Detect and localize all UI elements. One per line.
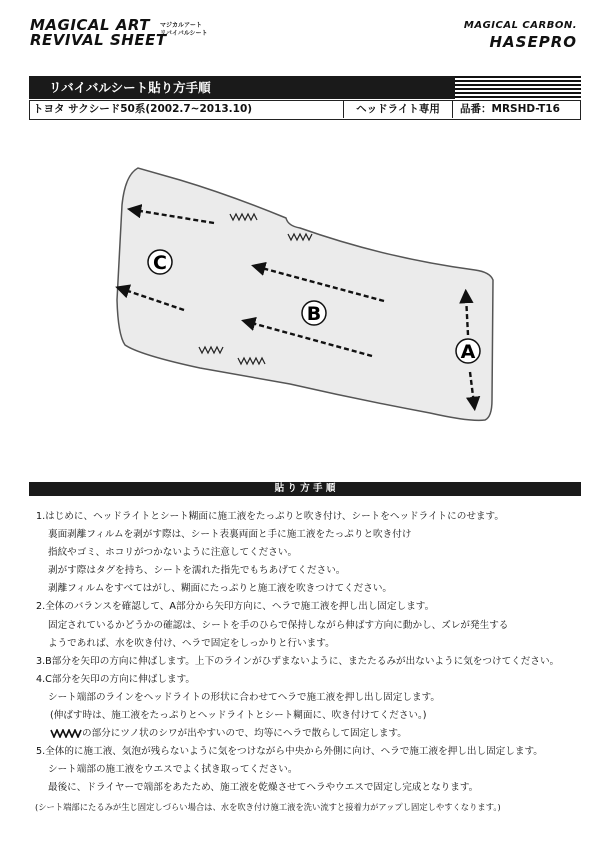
vehicle-model: トヨタ サクシード50系(2002.7~2013.10) — [33, 103, 253, 115]
step-4-line-4 — [36, 725, 596, 743]
brand-left-sub2: リバイバルシート — [160, 30, 208, 37]
steps-title: 貼 り 方 手 順 — [29, 482, 581, 496]
usage-label: ヘッドライト専用 — [343, 101, 453, 118]
step-1-line-5: 剥離フィルムをすべてはがし、糊面にたっぷりと施工液を吹きつけてください。 — [48, 583, 393, 595]
label-c: C — [153, 252, 167, 274]
step-1-line-2: 裏面剥離フィルムを剥がす際は、シート表裏両面と手に施工液をたっぷりと吹き付け — [48, 529, 412, 541]
sheet-outline — [117, 168, 493, 420]
step-1-line-4: 剥がす際はタグを持ち、シートを濡れた指先でもちあげてください。 — [48, 565, 346, 577]
brand-right-line2: HASEPRO — [489, 33, 577, 51]
wrinkle-symbol-icon — [50, 729, 82, 738]
step-2-line-3: ようであれば、水を吹き付け、ヘラで固定をしっかりと行います。 — [48, 637, 335, 649]
step-4-line-3: (伸ばす時は、施工液をたっぷりとヘッドライトとシート糊面に、吹き付けてください。) — [50, 710, 427, 722]
step-4-line-1: 4.C部分を矢印の方向に伸ばします。 — [36, 673, 195, 685]
step-2-line-1: 2.全体のバランスを確認して、A部分から矢印方向に、ヘラで施工液を押し出し固定します。 — [36, 601, 435, 613]
step-5-line-2: シート端部の施工液をウエスでよく拭き取ってください。 — [48, 764, 298, 776]
label-b: B — [306, 303, 322, 325]
step-3-line-1: 3.B部分を矢印の方向に伸ばします。上下のラインがひずまないように、またたるみが出ないように気をつけてください。 — [36, 655, 560, 667]
step-4-line-2: シート端部のラインをヘッドライトの形状に合わせてヘラで施工液を押し出し固定します。 — [48, 691, 440, 703]
step-4-line-4-text: の部分にツノ状のシワが出やすいので、均等にヘラで散らして固定します。 — [82, 728, 407, 740]
brand-left-line2: REVIVAL SHEET — [30, 31, 167, 49]
step-5-line-1: 5.全体的に施工液、気泡が残らないように気をつけながら中央から外側に向け、ヘラで施工液を押し出し固定します。 — [36, 746, 543, 758]
step-1-line-1: 1.はじめに、ヘッドライトとシート糊面に施工液をたっぷりと吹き付け、シートをヘッドライトにのせます。 — [36, 511, 504, 522]
brand-left-sub1: マジカルアート — [160, 22, 202, 29]
brand-right-line1: MAGICAL CARBON. — [463, 20, 577, 31]
step-5-line-3: 最後に、ドライヤーで端部をあたため、施工液を乾燥させてヘラやウエスで固定し完成となります。 — [48, 782, 479, 794]
page-title: リバイバルシート貼り方手順 — [29, 76, 455, 99]
step-2-line-2: 固定されているかどうかの確認は、シートを手のひらで保持しながら伸ばす方向に動かし、ズレが発生する — [48, 619, 509, 631]
label-a-circle — [456, 339, 480, 363]
label-b-circle — [302, 301, 326, 325]
label-a: A — [460, 341, 476, 363]
brand-left-line1: MAGICAL ART — [30, 16, 151, 34]
part-number: 品番：MRSHD-T16 — [460, 103, 560, 115]
label-c-circle — [148, 250, 172, 274]
steps-list — [36, 508, 596, 816]
step-1-line-3: 指紋やゴミ、ホコリがつかないように注意してください。 — [48, 547, 298, 559]
footnote: (シート端部にたるみが生じ固定しづらい場合は、水を吹き付け施工液を洗い流すと接着力がアップし固定しやすくなります。) — [35, 801, 501, 812]
